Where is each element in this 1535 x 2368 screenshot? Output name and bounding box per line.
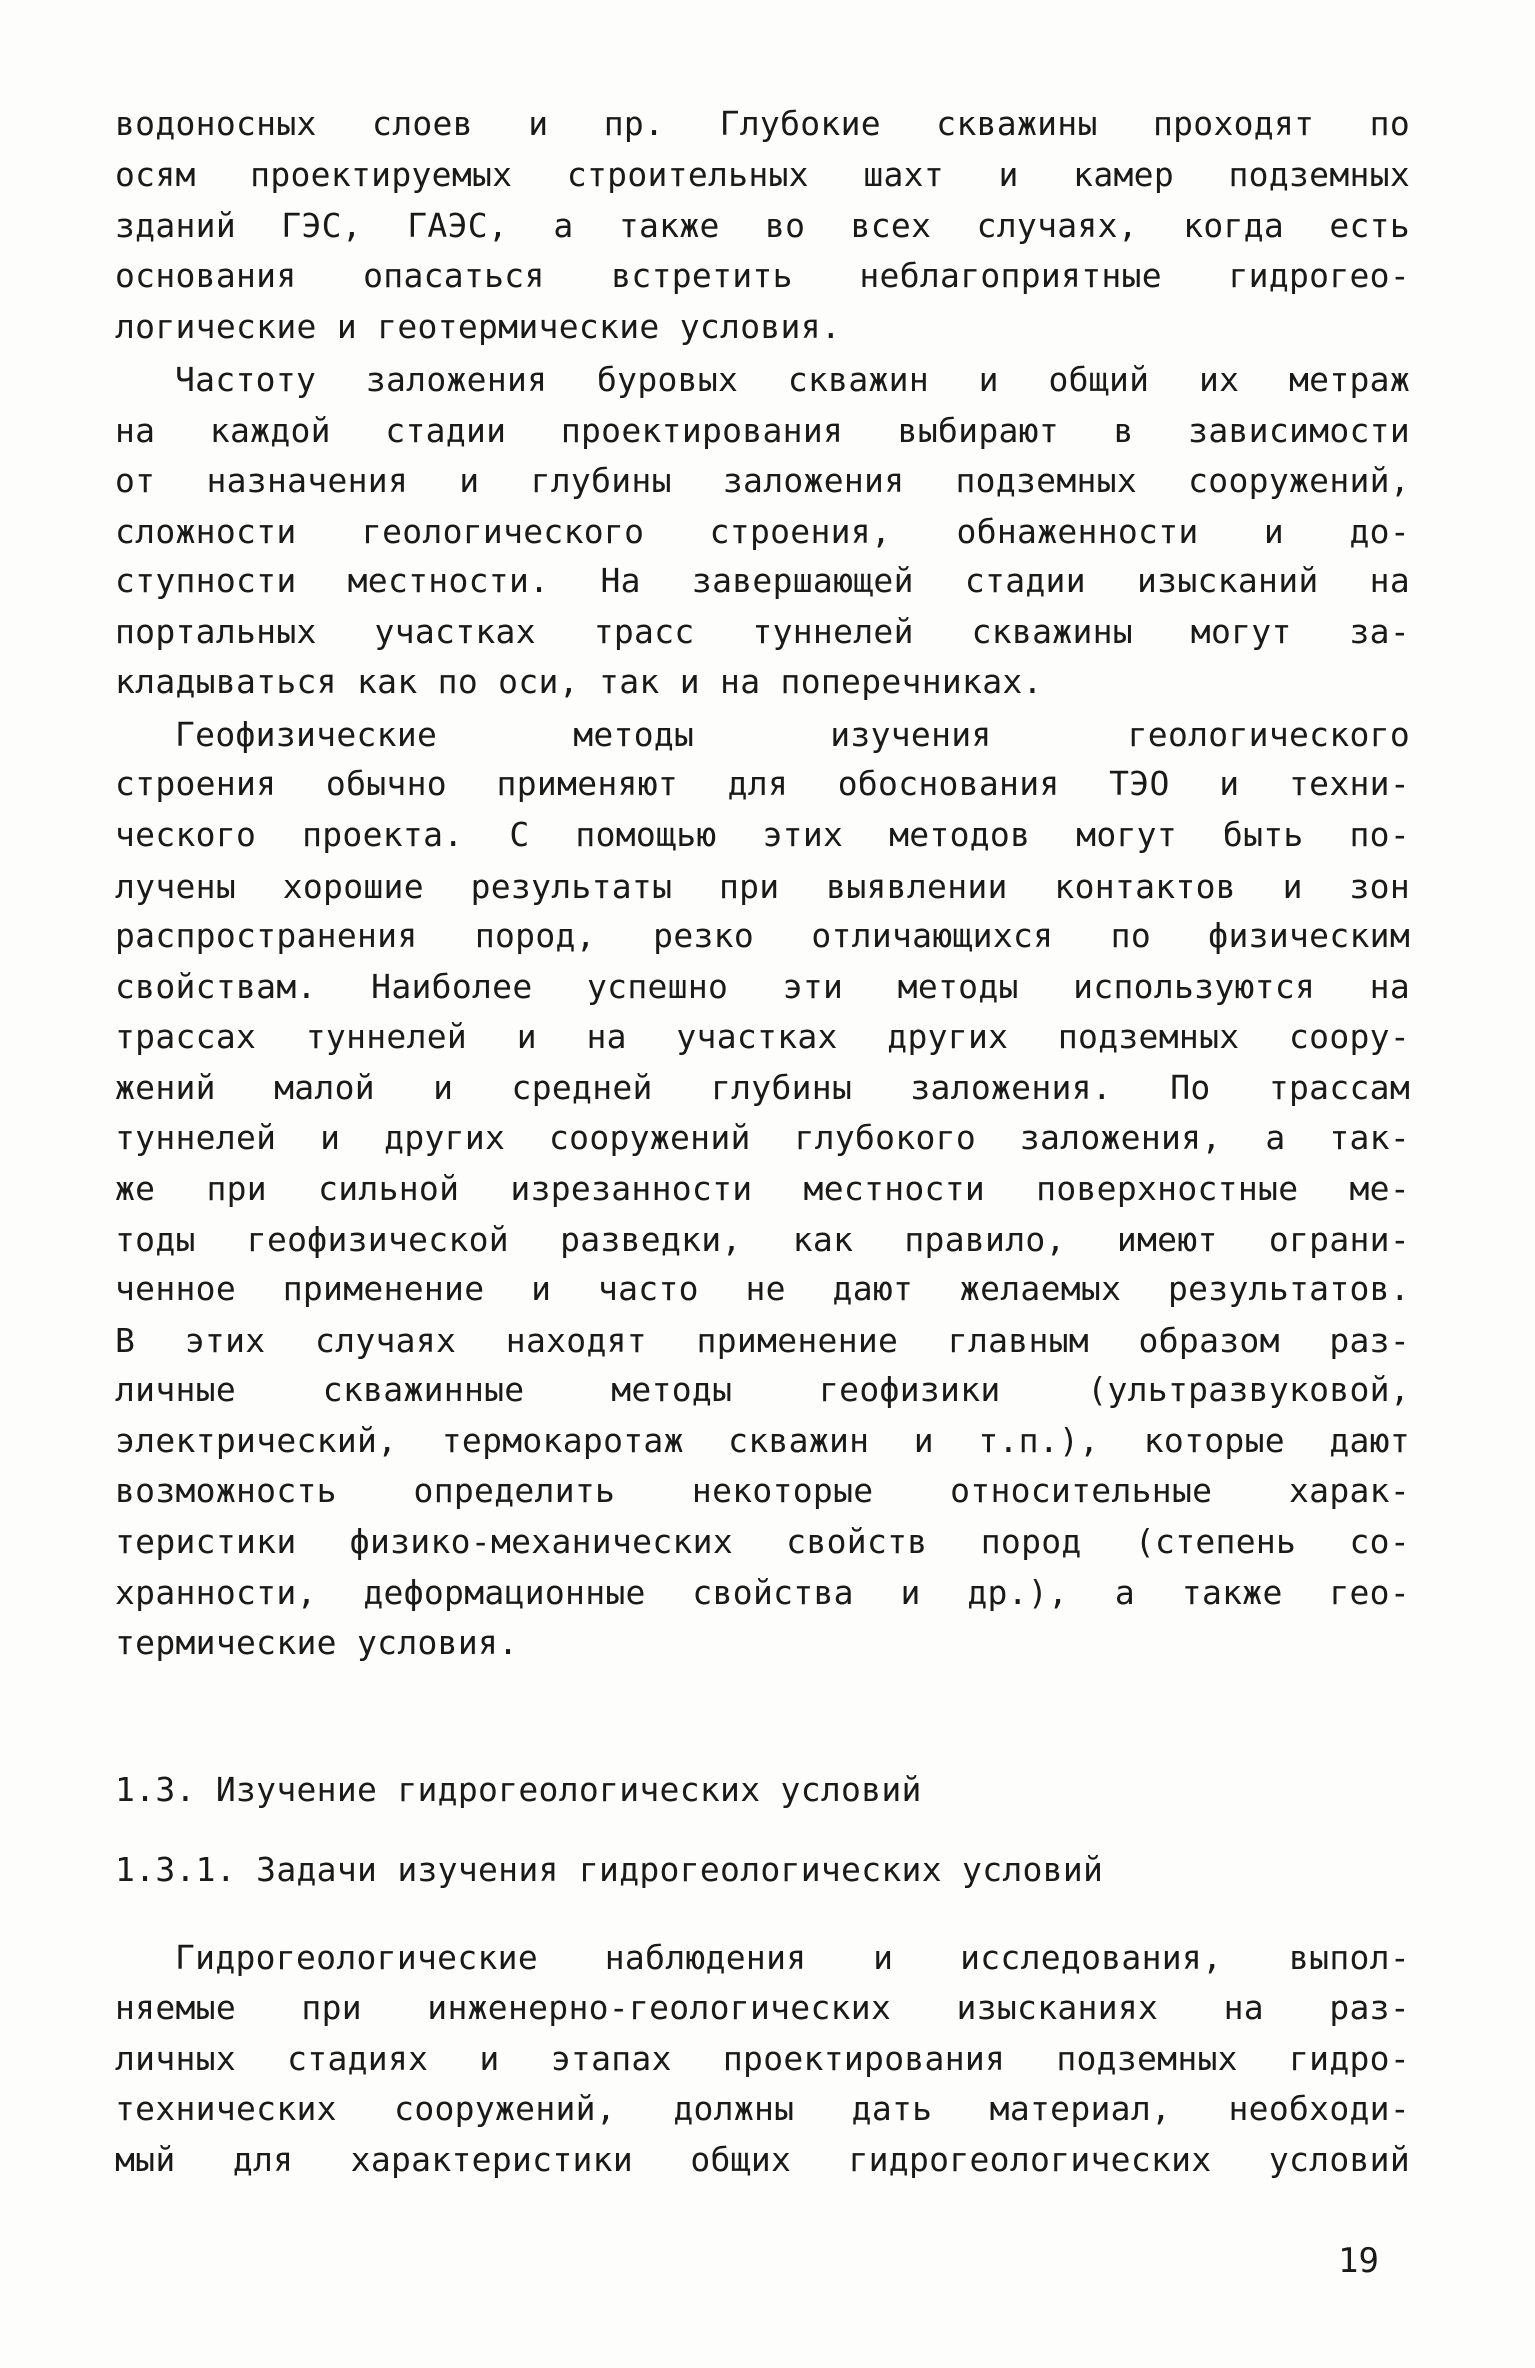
text-line: жений малой и средней глубины заложения. По трассам	[115, 1068, 1410, 1107]
text-line: строения обычно применяют для обоснования ТЭО и техни-	[115, 764, 1410, 803]
text-line: осям проектируемых строительных шахт и камер подземных	[115, 155, 1410, 194]
text-line: же при сильной изрезанности местности поверхностные ме-	[115, 1169, 1410, 1208]
text-line: туннелей и других сооружений глубокого заложения, а так-	[115, 1118, 1410, 1157]
text-line: трассах туннелей и на участках других подземных соору-	[115, 1017, 1410, 1056]
text-line: В этих случаях находят применение главным образом раз-	[115, 1321, 1410, 1360]
text-line: Гидрогеологические наблюдения и исследования, выпол-	[175, 1938, 1410, 1977]
text-line: распространения пород, резко отличающихся по физическим	[115, 916, 1410, 955]
text-line: основания опасаться встретить неблагоприятные гидрогео-	[115, 256, 1410, 295]
text-line: зданий ГЭС, ГАЭС, а также во всех случаях, когда есть	[115, 206, 1410, 245]
text-line: электрический, термокаротаж скважин и т.п.), которые дают	[115, 1421, 1410, 1460]
text-line: мый для характеристики общих гидрогеологических условий	[115, 2140, 1410, 2179]
subsection-heading: 1.3.1. Задачи изучения гидрогеологических условий	[115, 1850, 1104, 1889]
text-line: сложности геологического строения, обнаженности и до-	[115, 512, 1410, 551]
text-line: ченное применение и часто не дают желаемых результатов.	[115, 1269, 1410, 1308]
text-line: ступности местности. На завершающей стадии изысканий на	[115, 561, 1410, 600]
text-line: Частоту заложения буровых скважин и общий их метраж	[175, 360, 1410, 399]
text-line: свойствам. Наиболее успешно эти методы используются на	[115, 967, 1410, 1006]
text-line: на каждой стадии проектирования выбирают в зависимости	[115, 411, 1410, 450]
text-line: от назначения и глубины заложения подземных сооружений,	[115, 461, 1410, 500]
page-number: 19	[1338, 2241, 1379, 2281]
section-heading: 1.3. Изучение гидрогеологических условий	[115, 1770, 922, 1809]
text-line: няемые при инженерно-геологических изысканиях на раз-	[115, 1988, 1410, 2027]
text-line: тоды геофизической разведки, как правило, имеют ограни-	[115, 1220, 1410, 1259]
text-line: логические и геотермические условия.	[115, 307, 842, 346]
text-line: кладываться как по оси, так и на поперечниках.	[115, 662, 1043, 701]
text-line: термические условия.	[115, 1623, 519, 1662]
text-line: личных стадиях и этапах проектирования подземных гидро-	[115, 2039, 1410, 2078]
text-line: водоносных слоев и пр. Глубокие скважины проходят по	[115, 104, 1410, 143]
text-line: хранности, деформационные свойства и др.), а также гео-	[115, 1573, 1410, 1612]
text-line: лучены хорошие результаты при выявлении контактов и зон	[115, 867, 1410, 906]
text-line: теристики физико-механических свойств пород (степень со-	[115, 1522, 1410, 1561]
text-line: Геофизические методы изучения геологического	[175, 715, 1410, 754]
text-line: личные скважинные методы геофизики (ультразвуковой,	[115, 1370, 1410, 1409]
text-line: портальных участках трасс туннелей скважины могут за-	[115, 612, 1410, 651]
text-line: ческого проекта. С помощью этих методов могут быть по-	[115, 815, 1410, 854]
text-line: возможность определить некоторые относительные харак-	[115, 1471, 1410, 1510]
text-line: технических сооружений, должны дать материал, необходи-	[115, 2089, 1410, 2128]
